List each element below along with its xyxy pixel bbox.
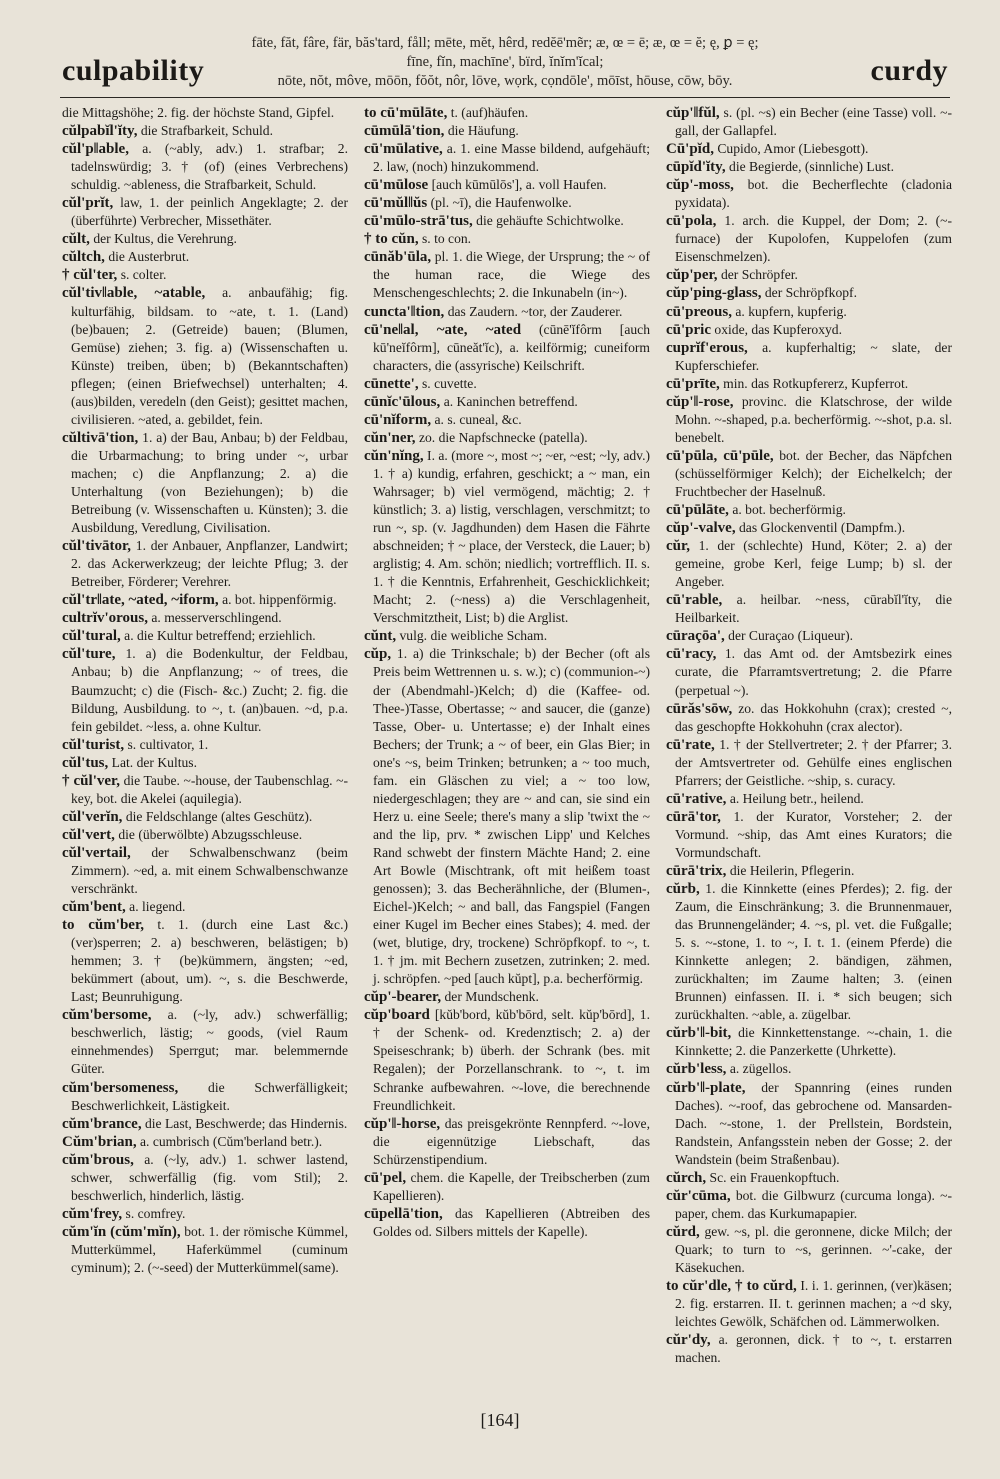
dictionary-entry <box>666 321 952 339</box>
dictionary-entry <box>666 700 952 736</box>
dictionary-entry <box>62 916 348 1006</box>
column-1 <box>62 104 348 1367</box>
dictionary-entry <box>62 194 348 230</box>
entry-headword: Cū'pĭd, <box>666 141 714 158</box>
header-rule <box>60 97 950 98</box>
entry-headword: cŭnt, <box>364 628 397 645</box>
entry-definition: s. cuvette. <box>421 375 477 391</box>
entry-definition: die Heilerin, Pflegerin. <box>729 862 855 878</box>
entry-definition: zo. das Hokkohuhn (crax); crested ~, das geschopfte Hokkohuhn (crax alector). <box>675 700 952 734</box>
entry-headword: cūpĭd'ĭty, <box>666 159 726 176</box>
dictionary-entry <box>666 176 952 212</box>
dictionary-entry <box>364 321 650 375</box>
entry-headword: cū'pūla, cū'pūle, <box>666 447 774 464</box>
dictionary-entry <box>666 736 952 790</box>
entry-headword: cŭl'tr‖ate, ~ated, ~iform, <box>62 592 219 609</box>
entry-headword: cŭrch, <box>666 1169 707 1186</box>
dictionary-entry <box>666 790 952 808</box>
dictionary-entry <box>666 808 952 862</box>
entry-definition: min. das Rotkupfererz, Kupferrot. <box>723 375 909 391</box>
entry-definition: a. kupferhaltig; ~ slate, der Kupferschiefer. <box>675 339 952 373</box>
left-guide-word: culpability <box>62 54 205 87</box>
entry-definition: Cupido, Amor (Liebesgott). <box>717 141 869 157</box>
entry-definition: 1. a) die Trinkschale; b) der Becher (oft als Preis beim Wettrennen u. s. w.); c) (communion-~) der (Abendmahl-)Kelch; d) die (Kaffee- od. Thee-)Tasse, Obertasse; ~ and saucer, die (ganze) Tasse, Ober- u. Untertasse; e) der Inhalt eines Bechers; der Trunk; a ~ of beer, ein Glas Bier; in one's ~s, beim Trinken; betrunken; a ~ too much, fam. ein Gläschen zu viel; a ~ too low, niedergeschlagen; they are ~ and can, sie sind ein Herz u. eine Seele; there's many a slip 'twixt the ~ and the lip, prv. * zwischen Lipp' und Kelches Rand schwebt der finstern Mächte Hand; 2. eine Art Bowle (Mischtrank, oft mit heißem toast genossen); 3. das Becherähnliche, der (Blumen-, Eichel-)Kelch; ~ and ball, das Fangspiel (Fangen einer Kugel im Becher eines Stabes); 4. med. der (wet, blutige, dry, trockene) Schröpfkopf. to ~, t. 1. † jm. mit Bechern zusetzen, zutrinken; 2. med. j. schröpfen. ~ped [auch kŭpt], p.a. becherförmig. <box>373 646 650 987</box>
entry-definition: Sc. ein Frauenkopftuch. <box>709 1169 840 1185</box>
right-guide-word: curdy <box>870 54 948 87</box>
entry-headword: cŭrd, <box>666 1223 700 1240</box>
entry-headword: to cū'mūlāte, <box>364 105 448 121</box>
entry-headword: cŭl'vertail, <box>62 844 131 861</box>
dictionary-entry <box>666 591 952 627</box>
entry-headword: cuncta'‖tion, <box>364 303 445 320</box>
entry-definition: die Begierde, (sinnliche) Lust. <box>729 159 894 175</box>
dictionary-entry <box>666 140 952 158</box>
dictionary-entry <box>666 862 952 880</box>
entry-definition: das Kapellieren (Abtreiben des Goldes od. Silbers mittels der Kapelle). <box>373 1205 650 1239</box>
entry-headword: cŭm'ĭn (cŭm'mĭn), <box>62 1223 181 1240</box>
entry-headword: cultrĭv'orous, <box>62 610 148 627</box>
entry-definition: s. colter. <box>120 267 167 283</box>
entry-definition: a. die Kultur betreffend; erziehlich. <box>124 628 316 644</box>
entry-definition: a. Heilung betr., heilend. <box>729 790 864 806</box>
dictionary-entry <box>666 627 952 645</box>
entry-definition: a. 1. eine Masse bildend, aufgehäuft; 2. law, (noch) hinzukommend. <box>373 141 650 175</box>
entry-definition: die (überwölbte) Abzugsschleuse. <box>118 826 303 842</box>
dictionary-entry <box>62 609 348 627</box>
entry-headword: cŭn'nĭng, <box>364 447 424 464</box>
entry-definition: vulg. die weibliche Scham. <box>399 628 548 644</box>
entry-definition: die Schwerfälligkeit; Beschwerlichkeit, Lästigkeit. <box>71 1079 348 1113</box>
entry-headword: cŭlt, <box>62 231 90 248</box>
dictionary-entry <box>666 880 952 1024</box>
entry-headword: cū'pūlāte, <box>666 502 729 519</box>
entry-headword: cŭl'tiv‖able, ~atable, <box>62 285 206 302</box>
column-2 <box>364 104 650 1367</box>
entry-definition: das Zaudern. ~tor, der Zauderer. <box>447 303 623 319</box>
dictionary-entry <box>62 591 348 609</box>
entry-headword: cū'pric <box>666 321 711 338</box>
entry-headword: cŭp'‖fŭl, <box>666 105 720 121</box>
dictionary-entry <box>666 1331 952 1367</box>
entry-definition: a. (~ly, adv.) 1. schwer lastend, schwer, schwerfällig (fig. vom Stil); 2. beschwerlich, hinderlich, lästig. <box>71 1151 348 1203</box>
dictionary-entry <box>666 645 952 699</box>
entry-definition: der Kultus, die Verehrung. <box>93 231 237 247</box>
entry-headword: cŭp'-valve, <box>666 520 736 537</box>
dictionary-entry <box>666 284 952 302</box>
dictionary-entry <box>666 1187 952 1223</box>
entry-headword: cūraçōa', <box>666 628 725 645</box>
dictionary-entry <box>364 411 650 429</box>
entry-headword: cŭrb'‖-plate, <box>666 1079 746 1096</box>
entry-definition: (cūnē'ĭfôrm [auch kū'neĭfôrm], cūneăt'ĭc), a. keilförmig; cuneiform characters, die (assyrische) Keilschrift. <box>373 321 650 373</box>
entry-headword: cūrăs'sōw, <box>666 700 733 717</box>
dictionary-entry <box>62 104 348 122</box>
entry-definition: a. heilbar. ~ness, cūrabĭl'ĭty, die Heilbarkeit. <box>675 592 952 626</box>
dictionary-entry <box>62 736 348 754</box>
entry-definition: die Taube. ~-house, der Taubenschlag. ~-key, bot. die Akelei (aquilegia). <box>71 772 348 806</box>
entry-definition: s. comfrey. <box>125 1205 186 1221</box>
entry-definition: der Schröpfkopf. <box>764 285 857 301</box>
entry-definition: 1. a) der Bau, Anbau; b) der Feldbau, die Urbarmachung; to bring under ~, urbar machen; c) die Anpflanzung; 2. a) die Unterhaltung (von Beziehungen); b) die Betreibung (v. Wissenschaften u. Künsten); 3. die Ausbildung, Veredlung, Civilisation. <box>71 429 348 536</box>
entry-definition: a. cumbrisch (Cŭm'berland betr.). <box>140 1133 323 1149</box>
entry-headword: cū'mūlative, <box>364 141 443 158</box>
dictionary-entry <box>364 1169 650 1205</box>
dictionary-entry <box>364 645 650 988</box>
dictionary-entry <box>666 1277 952 1331</box>
entry-headword: cūrā'tor, <box>666 808 721 825</box>
pronunciation-key <box>222 34 788 91</box>
entry-definition: s. to con. <box>422 231 472 247</box>
dictionary-entry <box>62 1079 348 1115</box>
entry-definition: a. kupfern, kupferig. <box>735 303 847 319</box>
entry-definition: I. i. 1. gerinnen, (ver)käsen; 2. fig. erstarren. II. t. gerinnen machen; a ~d sky, leichtes Gewölk, Schäfchen od. Lämmerwolken. <box>675 1278 952 1330</box>
dictionary-entry <box>364 375 650 393</box>
entry-headword: cŭm'frey, <box>62 1205 123 1222</box>
entry-headword: † to cŭn, <box>364 231 419 248</box>
entry-headword: cŭm'bersome, <box>62 1007 152 1024</box>
entry-headword: cū'rable, <box>666 592 723 609</box>
entry-headword: † cŭl'ver, <box>62 772 121 789</box>
entry-definition: der Mundschenk. <box>444 989 539 1005</box>
entry-headword: cŭl'verĭn, <box>62 808 123 825</box>
dictionary-entry <box>364 429 650 447</box>
entry-definition: 1. der Kurator, Vorsteher; 2. der Vormund. ~ship, das Amt eines Kurators; die Vormundschaft. <box>675 808 952 860</box>
dictionary-entry <box>62 627 348 645</box>
entry-definition: die Austerbrut. <box>108 249 190 265</box>
dictionary-entry <box>666 303 952 321</box>
entry-headword: cŭr'cūma, <box>666 1187 731 1204</box>
entry-definition: a. s. cuneal, &c. <box>434 411 522 427</box>
dictionary-entry <box>62 898 348 916</box>
dictionary-entry <box>666 447 952 501</box>
dictionary-entry <box>62 1115 348 1133</box>
entry-definition: a. (~ly, adv.) schwerfällig; beschwerlich, lästig; ~ goods, (viel Raum einnehmendes) Sperrgut; mar. belemmernde Güter. <box>71 1007 348 1077</box>
dictionary-entry <box>62 1151 348 1205</box>
entry-headword: cŭn'ner, <box>364 429 416 446</box>
dictionary-entry <box>62 122 348 140</box>
entry-headword: to cŭr'dle, † to cŭrd, <box>666 1278 797 1295</box>
entry-headword: cŭm'bent, <box>62 899 126 916</box>
entry-definition: law, 1. der peinlich Angeklagte; 2. der (überführte) Verbrecher, Missethäter. <box>71 195 348 229</box>
entry-definition: provinc. die Klatschrose, der wilde Mohn. ~-shaped, p.a. becherförmig. ~-shot, p.a. sl. benebelt. <box>675 393 952 445</box>
entry-definition: die Feldschlange (altes Geschütz). <box>125 808 313 824</box>
entry-headword: cŭl'prĭt, <box>62 195 114 212</box>
entry-definition: oxide, das Kupferoxyd. <box>714 321 843 337</box>
dictionary-entry <box>364 303 650 321</box>
entry-definition: die gehäufte Schichtwolke. <box>476 213 624 229</box>
entry-definition: der Curaçao (Liqueur). <box>728 628 854 644</box>
entry-headword: cū'pel, <box>364 1169 407 1186</box>
entry-definition: die Mittagshöhe; 2. fig. der höchste Stand, Gipfel. <box>62 105 335 120</box>
dictionary-entry <box>364 393 650 411</box>
dictionary-entry <box>62 844 348 898</box>
entry-definition: 1. das Amt od. der Amtsbezirk eines curate, die Pfarramtsvertretung; 2. die Pfarre (perpetual ~). <box>675 646 952 698</box>
entry-definition: [auch kūmūlōs'], a. voll Haufen. <box>431 177 607 193</box>
entry-headword: cŭm'brous, <box>62 1151 134 1168</box>
dictionary-entry <box>364 230 650 248</box>
entry-headword: cū'rative, <box>666 790 727 807</box>
pronunciation-key-line: nōte, nŏt, môve, mōōn, fŏŏt, nôr, lōve, wọrk, cọndōle', mōīst, hōuse, cōw, bōy. <box>277 73 733 89</box>
page-header <box>0 0 1000 100</box>
entry-definition: die Häufung. <box>447 123 519 139</box>
entry-definition: 1. a) die Bodenkultur, der Feldbau, Anbau; b) die Anpflanzung; ~ of trees, die Baumzucht; c) die (Fisch- &c.) Zucht; 2. fig. die Bildung, Ausbildung. to ~, t. (an)bauen. ~d, p.a. fein gebildet. ~less, a. ohne Kultur. <box>71 646 348 734</box>
entry-headword: cŭl'tural, <box>62 628 121 645</box>
entry-definition: [kŭb'bord, kŭb'bōrd, selt. kŭp'bōrd], 1. † der Schenk- od. Kredenztisch; 2. a) der Speiseschrank; b) überh. der Schrank (bes. mit Regalen); der Porzellanschrank. to ~, t. im Schranke aufbewahren. ~-love, die berechnende Freundlichkeit. <box>373 1007 650 1113</box>
entry-headword: cŭr'dy, <box>666 1332 711 1349</box>
dictionary-entry <box>666 158 952 176</box>
entry-headword: cŭltch, <box>62 249 105 266</box>
entry-definition: a. messerverschlingend. <box>151 610 282 626</box>
entry-definition: bot. der Becher, das Näpfchen (schüsselförmiger Kelch); der Eichelkelch; der Fruchtbecher der Haselnuß. <box>675 447 952 499</box>
dictionary-entry <box>364 248 650 302</box>
dictionary-entry <box>666 1079 952 1169</box>
dictionary-entry <box>666 104 952 140</box>
entry-headword: cŭrb'‖-bit, <box>666 1025 732 1042</box>
entry-headword: cŭp'‖-horse, <box>364 1115 441 1132</box>
dictionary-entry <box>62 266 348 284</box>
dictionary-entry <box>364 194 650 212</box>
dictionary-entry <box>666 1169 952 1187</box>
entry-definition: t. 1. (durch eine Last &c.) (ver)sperren; 2. a) beschweren, belästigen; b) hemmen; 3. † (be)kümmern, ängsten; ~ed, bekümmert (about, um). ~, s. die Beschwerde, Last; Beunruhigung. <box>71 917 348 1005</box>
entry-headword: cūnette', <box>364 375 419 392</box>
dictionary-entry <box>666 1223 952 1277</box>
entry-definition: 1. arch. die Kuppel, der Dom; 2. (~-furnace) der Kupolofen, Kuppelofen (zum Eisenschmelzen). <box>675 213 952 265</box>
entry-headword: cū'mŭl‖ŭs <box>364 195 428 212</box>
entry-definition: der Spannring (eines runden Daches). ~-roof, das gebrochene od. Mansarden-Dach. ~-stone, 1. der Prellstein, Bordstein, Randstein, Anfangsstein neben der Gosse; 2. der Wandstein (beim Straßenbau). <box>675 1079 952 1167</box>
entry-headword: † cŭl'ter, <box>62 267 118 284</box>
entry-definition: die Strafbarkeit, Schuld. <box>140 123 273 139</box>
entry-definition: bot. die Becherflechte (cladonia pyxidata). <box>675 177 952 211</box>
entry-definition: t. (auf)häufen. <box>450 105 529 120</box>
entry-headword: cŭltivā'tion, <box>62 429 139 446</box>
dictionary-entry <box>666 1024 952 1060</box>
entry-definition: I. a. (more ~, most ~; ~er, ~est; ~ly, adv.) 1. † a) kundig, erfahren, geschickt; a ~ man, ein Wahrsager; b) viel vermögend, mächtig; 2. † künstlich; 3. a) listig, verschlagen, verschmitzt; to run ~, sp. (v. Jagdhunden) dem Hasen die Fährte abschneiden; † ~ place, der Versteck, die Lauer; b) arglistig; 4. Am. schön; niedlich; vortrefflich. II. s. 1. † die Kenntnis, Erfahrenheit, Geschicklichkeit; Macht; 2. (~ness) a) die Verschlagenheit, Verschmitztheit, List; b) die Arglist. <box>373 447 650 626</box>
entry-headword: cŭp'-moss, <box>666 177 734 194</box>
entry-headword: cū'rate, <box>666 736 715 753</box>
entry-headword: cū'pola, <box>666 213 717 230</box>
entry-headword: cū'mūlose <box>364 177 429 194</box>
entry-headword: cū'nĭform, <box>364 411 432 428</box>
dictionary-entry <box>62 284 348 428</box>
dictionary-entry <box>62 1205 348 1223</box>
entry-definition: Lat. der Kultus. <box>111 754 197 770</box>
entry-headword: cŭm'bersomeness, <box>62 1079 179 1096</box>
entry-columns <box>62 104 952 1367</box>
entry-definition: 1. der (schlechte) Hund, Köter; 2. a) der gemeine, grobe Kerl, feige Lump; b) sl. der Angeber. <box>675 538 952 590</box>
dictionary-entry <box>364 212 650 230</box>
entry-definition: (pl. ~ī), die Haufenwolke. <box>430 195 572 211</box>
dictionary-entry <box>666 501 952 519</box>
entry-headword: cŭl'vert, <box>62 826 115 843</box>
dictionary-entry <box>666 537 952 591</box>
entry-headword: cŭm'brance, <box>62 1115 142 1132</box>
dictionary-entry <box>62 1006 348 1078</box>
entry-headword: cŭp'-bearer, <box>364 989 442 1006</box>
entry-definition: 1. der Anbauer, Anpflanzer, Landwirt; 2. das Ackerwerkzeug; der leichte Pflug; 3. der Betreiber, Förderer; Verehrer. <box>71 538 348 590</box>
entry-definition: bot. 1. der römische Kümmel, Mutterkümmel, Haferkümmel (cuminum cyminum); 2. (~-seed) der Mutterkümmel(same). <box>71 1223 348 1275</box>
entry-headword: cŭl'p‖able, <box>62 141 129 158</box>
pronunciation-key-line: fāte, făt, fâre, fär, băs'tard, fåll; mēte, mĕt, hêrd, redĕē'mẽr; æ, œ = ē; æ, œ = ĕ; ę, ꝑ = ę; <box>251 35 759 51</box>
dictionary-entry <box>666 393 952 447</box>
dictionary-entry <box>364 1205 650 1241</box>
dictionary-entry <box>666 212 952 266</box>
entry-headword: cŭl'ture, <box>62 646 116 663</box>
entry-definition: bot. die Gilbwurz (curcuma longa). ~-paper, chem. das Kurkumapapier. <box>675 1187 952 1221</box>
dictionary-entry <box>364 988 650 1006</box>
dictionary-entry <box>62 772 348 808</box>
column-3 <box>666 104 952 1367</box>
entry-definition: a. zügellos. <box>729 1061 792 1077</box>
entry-headword: cū'prīte, <box>666 375 720 392</box>
dictionary-entry <box>364 140 650 176</box>
pronunciation-key-line: fīne, fĭn, machīne', bïrd, ĭnĭm'ĭcal; <box>406 54 604 70</box>
entry-definition: a. (~ably, adv.) 1. strafbar; 2. tadelnswürdig; 3. † (of) (eines Verbrechens) schuldig. ~ableness, die Strafbarkeit, Schuld. <box>71 141 348 193</box>
entry-headword: cŭl'tivātor, <box>62 538 132 555</box>
page-number: [164] <box>480 1410 520 1430</box>
entry-definition: die Kinnkettenstange. ~-chain, 1. die Kinnkette; 2. die Panzerkette (Uhrkette). <box>675 1025 952 1059</box>
entry-headword: cŭp'board <box>364 1007 430 1024</box>
entry-definition: die Last, Beschwerde; das Hindernis. <box>144 1115 348 1131</box>
dictionary-entry <box>62 754 348 772</box>
dictionary-entry <box>364 122 650 140</box>
dictionary-entry <box>666 519 952 537</box>
entry-definition: a. bot. becherförmig. <box>732 502 846 518</box>
entry-definition: chem. die Kapelle, der Treibscherben (zum Kapellieren). <box>373 1169 650 1203</box>
dictionary-entry <box>62 248 348 266</box>
dictionary-entry <box>364 627 650 645</box>
entry-headword: cŭrb'less, <box>666 1061 727 1078</box>
dictionary-entry <box>364 447 650 627</box>
entry-definition: s. (pl. ~s) ein Becher (eine Tasse) voll. ~-gall, der Gallapfel. <box>675 105 952 139</box>
entry-definition: a. anbaufähig; fig. kulturfähig, bildsam. to ~ate, t. 1. (Land) (be)bauen; 2. (Getreide) bauen; (Blumen, Gemüse) ziehen; 3. fig. a) (Wissenschaften u. Künste) treiben, üben; b) (Bekanntschaften) pflegen; (einen Briefwechsel) unterhalten; 4. (aus)bilden, veredeln (den Geist); gesittet machen, civilisieren. ~ated, a. gebildet, fein. <box>71 285 348 427</box>
dictionary-entry <box>62 1223 348 1277</box>
dictionary-entry <box>364 1115 650 1169</box>
entry-headword: cū'preous, <box>666 303 732 320</box>
entry-headword: cŭlpabĭl'ĭty, <box>62 123 138 140</box>
dictionary-entry <box>62 1133 348 1151</box>
entry-definition: der Schröpfer. <box>720 267 798 283</box>
dictionary-entry <box>666 375 952 393</box>
entry-headword: cŭp, <box>364 646 392 663</box>
dictionary-entry <box>666 1060 952 1078</box>
dictionary-entry <box>62 140 348 194</box>
entry-definition: a. bot. hippenförmig. <box>222 592 337 608</box>
entry-headword: cū'racy, <box>666 646 717 663</box>
dictionary-entry <box>62 808 348 826</box>
dictionary-entry <box>62 429 348 537</box>
dictionary-entry <box>364 104 650 122</box>
dictionary-entry <box>62 645 348 735</box>
entry-headword: to cŭm'ber, <box>62 917 144 934</box>
entry-headword: Cŭm'brian, <box>62 1133 137 1150</box>
entry-headword: cū'mūlo-strā'tus, <box>364 213 473 230</box>
entry-definition: s. cultivator, 1. <box>127 736 209 752</box>
dictionary-entry <box>62 537 348 591</box>
entry-headword: cū'ne‖al, ~ate, ~ated <box>364 321 522 338</box>
entry-headword: cūrā'trix, <box>666 862 727 879</box>
entry-headword: cŭp'ping-glass, <box>666 285 762 302</box>
entry-definition: zo. die Napfschnecke (patella). <box>418 429 588 445</box>
dictionary-entry <box>364 176 650 194</box>
dictionary-entry <box>364 1006 650 1114</box>
dictionary-entry <box>62 230 348 248</box>
entry-headword: cūnăb'ūla, <box>364 249 432 266</box>
entry-headword: cūnĭc'ūlous, <box>364 393 441 410</box>
entry-headword: cŭrb, <box>666 881 700 898</box>
entry-definition: der Schwalbenschwanz (beim Zimmern). ~ed, a. mit einem Schwalbenschwanze verschränkt. <box>71 844 349 897</box>
entry-headword: cŭp'‖-rose, <box>666 393 734 410</box>
entry-definition: a. Kaninchen betreffend. <box>443 393 578 409</box>
entry-headword: cŭr, <box>666 538 691 555</box>
entry-headword: cūmūlā'tion, <box>364 123 445 140</box>
dictionary-entry <box>62 826 348 844</box>
entry-headword: cŭp'per, <box>666 267 718 284</box>
entry-definition: das Glockenventil (Dampfm.). <box>739 520 906 536</box>
entry-headword: cūpellā'tion, <box>364 1205 443 1222</box>
entry-definition: das preisgekrönte Rennpferd. ~-love, die eigennützige Liebschaft, das Schürzenstipendium. <box>373 1115 650 1167</box>
entry-headword: cŭl'tus, <box>62 754 109 771</box>
entry-headword: cŭl'turist, <box>62 736 125 753</box>
entry-definition: pl. 1. die Wiege, der Ursprung; the ~ of the human race, die Wiege des Menschengeschlechts; 2. die Inkunabeln (in~). <box>373 249 651 301</box>
entry-definition: 1. die Kinnkette (eines Pferdes); 2. fig. der Zaum, die Einschränkung; 3. die Brunnenmauer, das Brunnengeländer; 4. ~s, pl. vet. die Fußgalle; 5. s. ~-stone, 1. to ~, I. t. 1. (einem Pferde) die Kinnkette anlegen; 2. bändigen, zähmen, zurückhalten; im Zaume halten; 3. (einen Brunnen) einfassen. II. i. * sich beugen; sich zurückhalten. ~able, a. zügelbar. <box>675 881 952 1023</box>
entry-definition: a. geronnen, dick. † to ~, t. erstarren machen. <box>675 1332 952 1366</box>
dictionary-entry <box>666 339 952 375</box>
entry-definition: gew. ~s, pl. die geronnene, dicke Milch; der Quark; to turn to ~s, gerinnen. ~'-cake, der Käsekuchen. <box>675 1223 952 1275</box>
entry-headword: cuprĭf'erous, <box>666 339 748 356</box>
entry-definition: 1. † der Stellvertreter; 2. † der Pfarrer; 3. der Amtsvertreter od. Gehülfe eines englischen Pfarrers; der Geistliche. ~ship, s. curacy. <box>675 736 952 788</box>
dictionary-entry <box>666 266 952 284</box>
entry-definition: a. liegend. <box>129 899 186 915</box>
